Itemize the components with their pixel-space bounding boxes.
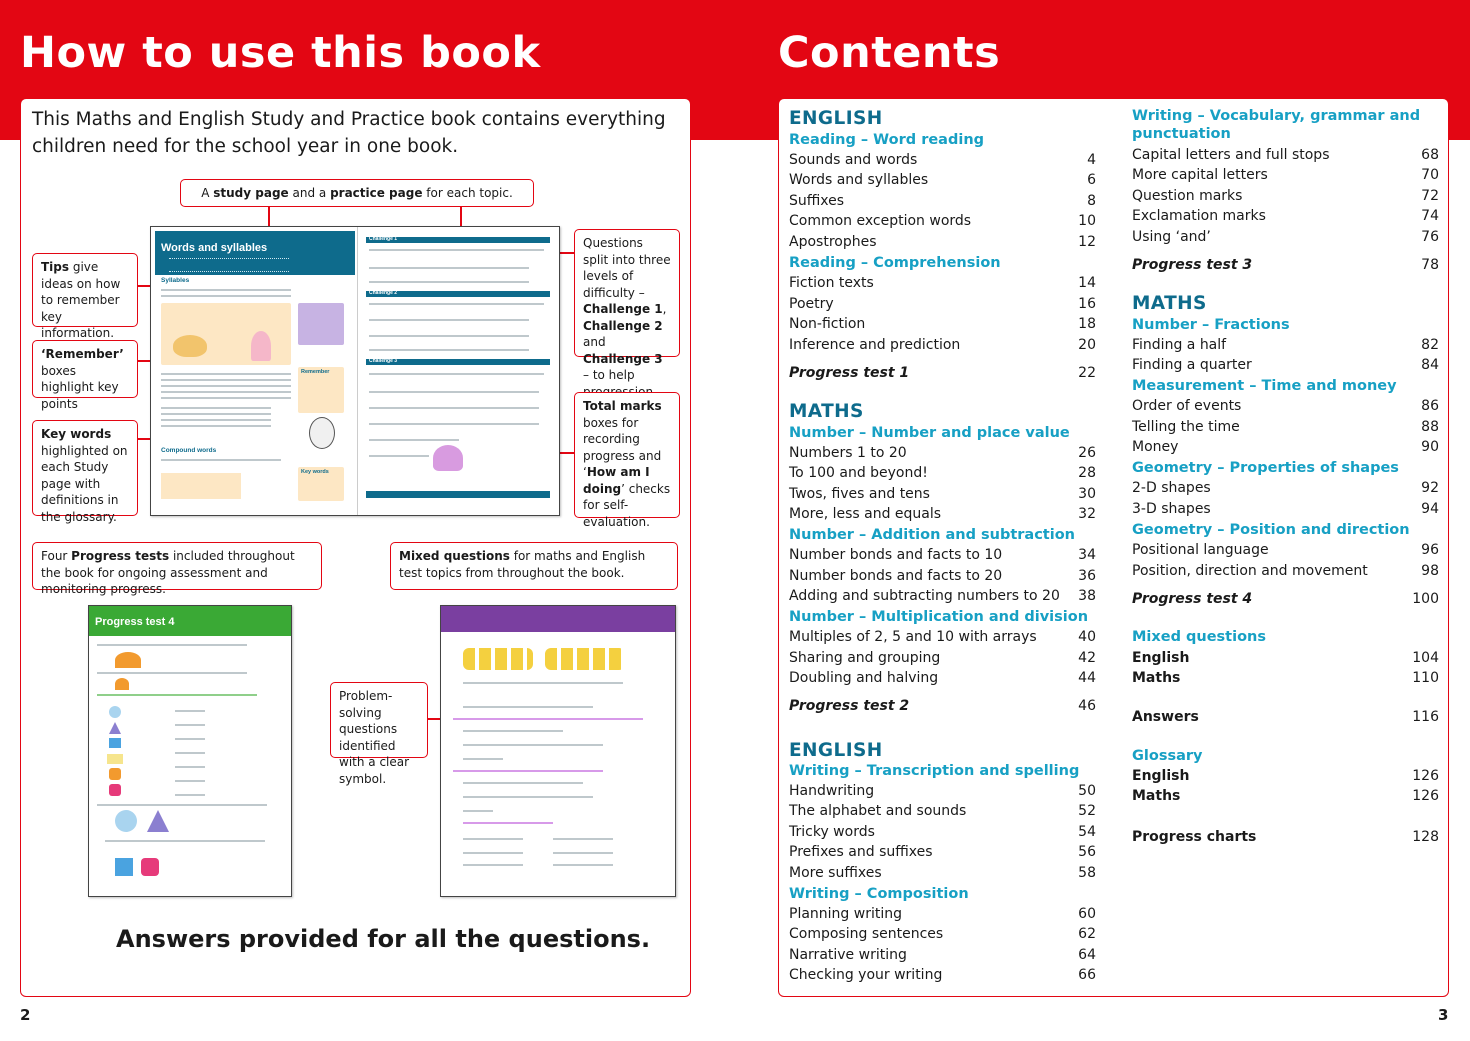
contents-page-number: 52: [1078, 803, 1096, 819]
contents-item: Checking your writing: [789, 967, 943, 983]
contents-page-number: 126: [1412, 768, 1439, 784]
contents-sub: punctuation: [1132, 126, 1231, 142]
contents-page-number: 126: [1412, 788, 1439, 804]
contents-page-number: 100: [1412, 591, 1439, 607]
contents-page-number: 94: [1421, 501, 1439, 517]
contents-item: Doubling and halving: [789, 670, 939, 686]
compound-words-label: Compound words: [161, 447, 217, 454]
contents-item: Tricky words: [789, 824, 875, 840]
contents-page-number: 76: [1421, 229, 1439, 245]
study-page-thumbnail: Words and syllables Syllables Remember Compound words Key words Challenge 1 Challenge 2 Challenge 3: [150, 226, 560, 516]
contents-item: Capital letters and full stops: [1132, 147, 1330, 163]
contents-page-number: 104: [1412, 650, 1439, 666]
contents-item: Words and syllables: [789, 172, 929, 188]
contents-page-number: 30: [1078, 486, 1096, 502]
contents-page-number: 42: [1078, 650, 1096, 666]
contents-test: Progress test 2: [789, 698, 910, 714]
contents-item: The alphabet and sounds: [789, 803, 967, 819]
contents-page-number: 66: [1078, 967, 1096, 983]
callout-key-words: Key words highlighted on each Study page with definitions in the glossary.: [32, 420, 138, 516]
contents-item: Money: [1132, 439, 1179, 455]
contents-item: Non-fiction: [789, 316, 866, 332]
contents-sub: Number – Fractions: [1132, 317, 1290, 333]
contents-page-number: 38: [1078, 588, 1096, 604]
contents-sub: Geometry – Properties of shapes: [1132, 460, 1399, 476]
contents-sub: Writing – Transcription and spelling: [789, 763, 1080, 779]
contents-page-number: 70: [1421, 167, 1439, 183]
contents-item: More, less and equals: [789, 506, 942, 522]
contents-item: Sharing and grouping: [789, 650, 941, 666]
contents-page-number: 72: [1421, 188, 1439, 204]
contents-page-number: 50: [1078, 783, 1096, 799]
contents-page-number: 82: [1421, 337, 1439, 353]
progress-test-thumb-title: Progress test 4: [95, 616, 175, 628]
contents-item: More capital letters: [1132, 167, 1268, 183]
study-page-title: Words and syllables: [161, 242, 268, 254]
contents-item: Position, direction and movement: [1132, 563, 1368, 579]
contents-item: Numbers 1 to 20: [789, 445, 907, 461]
contents-sub: Writing – Composition: [789, 886, 969, 902]
study-page-header: [155, 231, 355, 275]
contents-item: Exclamation marks: [1132, 208, 1266, 224]
contents-sub: Mixed questions: [1132, 629, 1266, 645]
contents-item: Order of events: [1132, 398, 1242, 414]
contents-page-number: 46: [1078, 698, 1096, 714]
page-number-right: 3: [1438, 1006, 1449, 1024]
page-title-how-to-use: How to use this book: [20, 28, 541, 78]
callout-total-marks: Total marks boxes for recording progress and ‘How am I doing’ checks for self-evaluation.: [574, 392, 680, 518]
contents-item: 3-D shapes: [1132, 501, 1211, 517]
contents-item: Twos, fives and tens: [789, 486, 930, 502]
contents-item: Question marks: [1132, 188, 1243, 204]
contents-item: Finding a quarter: [1132, 357, 1252, 373]
contents-item: 2-D shapes: [1132, 480, 1211, 496]
contents-page-number: 110: [1412, 670, 1439, 686]
contents-page-number: 54: [1078, 824, 1096, 840]
contents-page-number: 92: [1421, 480, 1439, 496]
contents-item: Positional language: [1132, 542, 1269, 558]
contents-item: Common exception words: [789, 213, 972, 229]
contents-page-number: 18: [1078, 316, 1096, 332]
contents-item: To 100 and beyond!: [789, 465, 928, 481]
contents-sub: Reading – Comprehension: [789, 255, 1001, 271]
contents-test: Progress test 3: [1132, 257, 1253, 273]
contents-item: Narrative writing: [789, 947, 907, 963]
contents-item: More suffixes: [789, 865, 882, 881]
contents-item: Number bonds and facts to 10: [789, 547, 1003, 563]
contents-page-number: 60: [1078, 906, 1096, 922]
contents-sub: Number – Multiplication and division: [789, 609, 1089, 625]
contents-item: Adding and subtracting numbers to 20: [789, 588, 1060, 604]
contents-item: Composing sentences: [789, 926, 944, 942]
progress-test-thumbnail: [88, 605, 292, 897]
callout-problem-solving: Problem-solving questions identified with a clear symbol.: [330, 682, 428, 758]
contents-test: Progress test 4: [1132, 591, 1253, 607]
contents-item: Poetry: [789, 296, 834, 312]
contents-page-number: 56: [1078, 844, 1096, 860]
contents-bolditem: Maths: [1132, 788, 1181, 804]
contents-page-number: 128: [1412, 829, 1439, 845]
contents-sub: Glossary: [1132, 748, 1203, 764]
contents-bolditem: English: [1132, 768, 1190, 784]
contents-sub: Number – Addition and subtraction: [789, 527, 1075, 543]
contents-item: Multiples of 2, 5 and 10 with arrays: [789, 629, 1037, 645]
page-number-left: 2: [20, 1006, 31, 1024]
contents-page-number: 44: [1078, 670, 1096, 686]
contents-page-number: 22: [1078, 365, 1096, 381]
contents-item: Suffixes: [789, 193, 845, 209]
callout-study-practice: A study page and a practice page for each topic.: [180, 179, 534, 207]
callout-progress-tests: Four Progress tests included throughout the book for ongoing assessment and monitoring progress.: [32, 542, 322, 590]
contents-bolditem: Progress charts: [1132, 829, 1257, 845]
contents-page-number: 68: [1421, 147, 1439, 163]
contents-sub: Writing – Vocabulary, grammar and: [1132, 108, 1421, 124]
contents-item: Apostrophes: [789, 234, 877, 250]
contents-item: Planning writing: [789, 906, 902, 922]
contents-sect: MATHS: [789, 401, 864, 422]
contents-page-number: 14: [1078, 275, 1096, 291]
contents-item: Inference and prediction: [789, 337, 961, 353]
contents-item: Fiction texts: [789, 275, 874, 291]
contents-item: Sounds and words: [789, 152, 918, 168]
contents-page-number: 36: [1078, 568, 1096, 584]
callout-remember: ‘Remember’ boxes highlight key points: [32, 340, 138, 398]
contents-page-number: 32: [1078, 506, 1096, 522]
contents-page-number: 74: [1421, 208, 1439, 224]
callout-questions: Questions split into three levels of difficulty – Challenge 1, Challenge 2 and Challenge 3 – to help: [574, 229, 680, 357]
mixed-questions-thumbnail: [440, 605, 676, 897]
page-title-contents: Contents: [778, 28, 1001, 78]
contents-page-number: 116: [1412, 709, 1439, 725]
contents-page-number: 34: [1078, 547, 1096, 563]
contents-page-number: 12: [1078, 234, 1096, 250]
answers-note: Answers provided for all the questions.: [116, 925, 651, 953]
key-words-box: Key words: [298, 467, 344, 501]
contents-page-number: 62: [1078, 926, 1096, 942]
contents-item: Telling the time: [1132, 419, 1240, 435]
contents-item: Using ‘and’: [1132, 229, 1211, 245]
syllables-label: Syllables: [161, 277, 190, 284]
contents-test: Progress test 1: [789, 365, 910, 381]
contents-page-number: 84: [1421, 357, 1439, 373]
contents-sect: ENGLISH: [789, 740, 883, 761]
callout-tips: Tips give ideas on how to remember key information.: [32, 253, 138, 327]
contents-page-number: 8: [1087, 193, 1096, 209]
contents-page-number: 78: [1421, 257, 1439, 273]
contents-sub: Measurement – Time and money: [1132, 378, 1397, 394]
contents-bolditem: Answers: [1132, 709, 1199, 725]
remember-box: Remember: [298, 367, 344, 413]
callout-mixed-questions: Mixed questions for maths and English test topics from throughout the book.: [390, 542, 678, 590]
contents-page-number: 98: [1421, 563, 1439, 579]
contents-page-number: 96: [1421, 542, 1439, 558]
contents-page-number: 88: [1421, 419, 1439, 435]
contents-page-number: 28: [1078, 465, 1096, 481]
contents-item: Prefixes and suffixes: [789, 844, 933, 860]
contents-sect: ENGLISH: [789, 108, 883, 129]
contents-sect: MATHS: [1132, 293, 1207, 314]
contents-item: Number bonds and facts to 20: [789, 568, 1003, 584]
contents-page-number: 16: [1078, 296, 1096, 312]
contents-sub: Reading – Word reading: [789, 132, 985, 148]
contents-page-number: 90: [1421, 439, 1439, 455]
intro-text: This Maths and English Study and Practice book contains everything children need for the school year in one book.: [32, 109, 666, 157]
contents-page-number: 86: [1421, 398, 1439, 414]
contents-item: Handwriting: [789, 783, 875, 799]
contents-page-number: 20: [1078, 337, 1096, 353]
contents-page-number: 26: [1078, 445, 1096, 461]
contents-bolditem: English: [1132, 650, 1190, 666]
contents-page-number: 4: [1087, 152, 1096, 168]
contents-page-number: 58: [1078, 865, 1096, 881]
contents-page-number: 64: [1078, 947, 1096, 963]
contents-page-number: 6: [1087, 172, 1096, 188]
contents-item: Finding a half: [1132, 337, 1227, 353]
contents-sub: Geometry – Position and direction: [1132, 522, 1410, 538]
contents-sub: Number – Number and place value: [789, 425, 1070, 441]
contents-bolditem: Maths: [1132, 670, 1181, 686]
contents-page-number: 40: [1078, 629, 1096, 645]
contents-page-number: 10: [1078, 213, 1096, 229]
